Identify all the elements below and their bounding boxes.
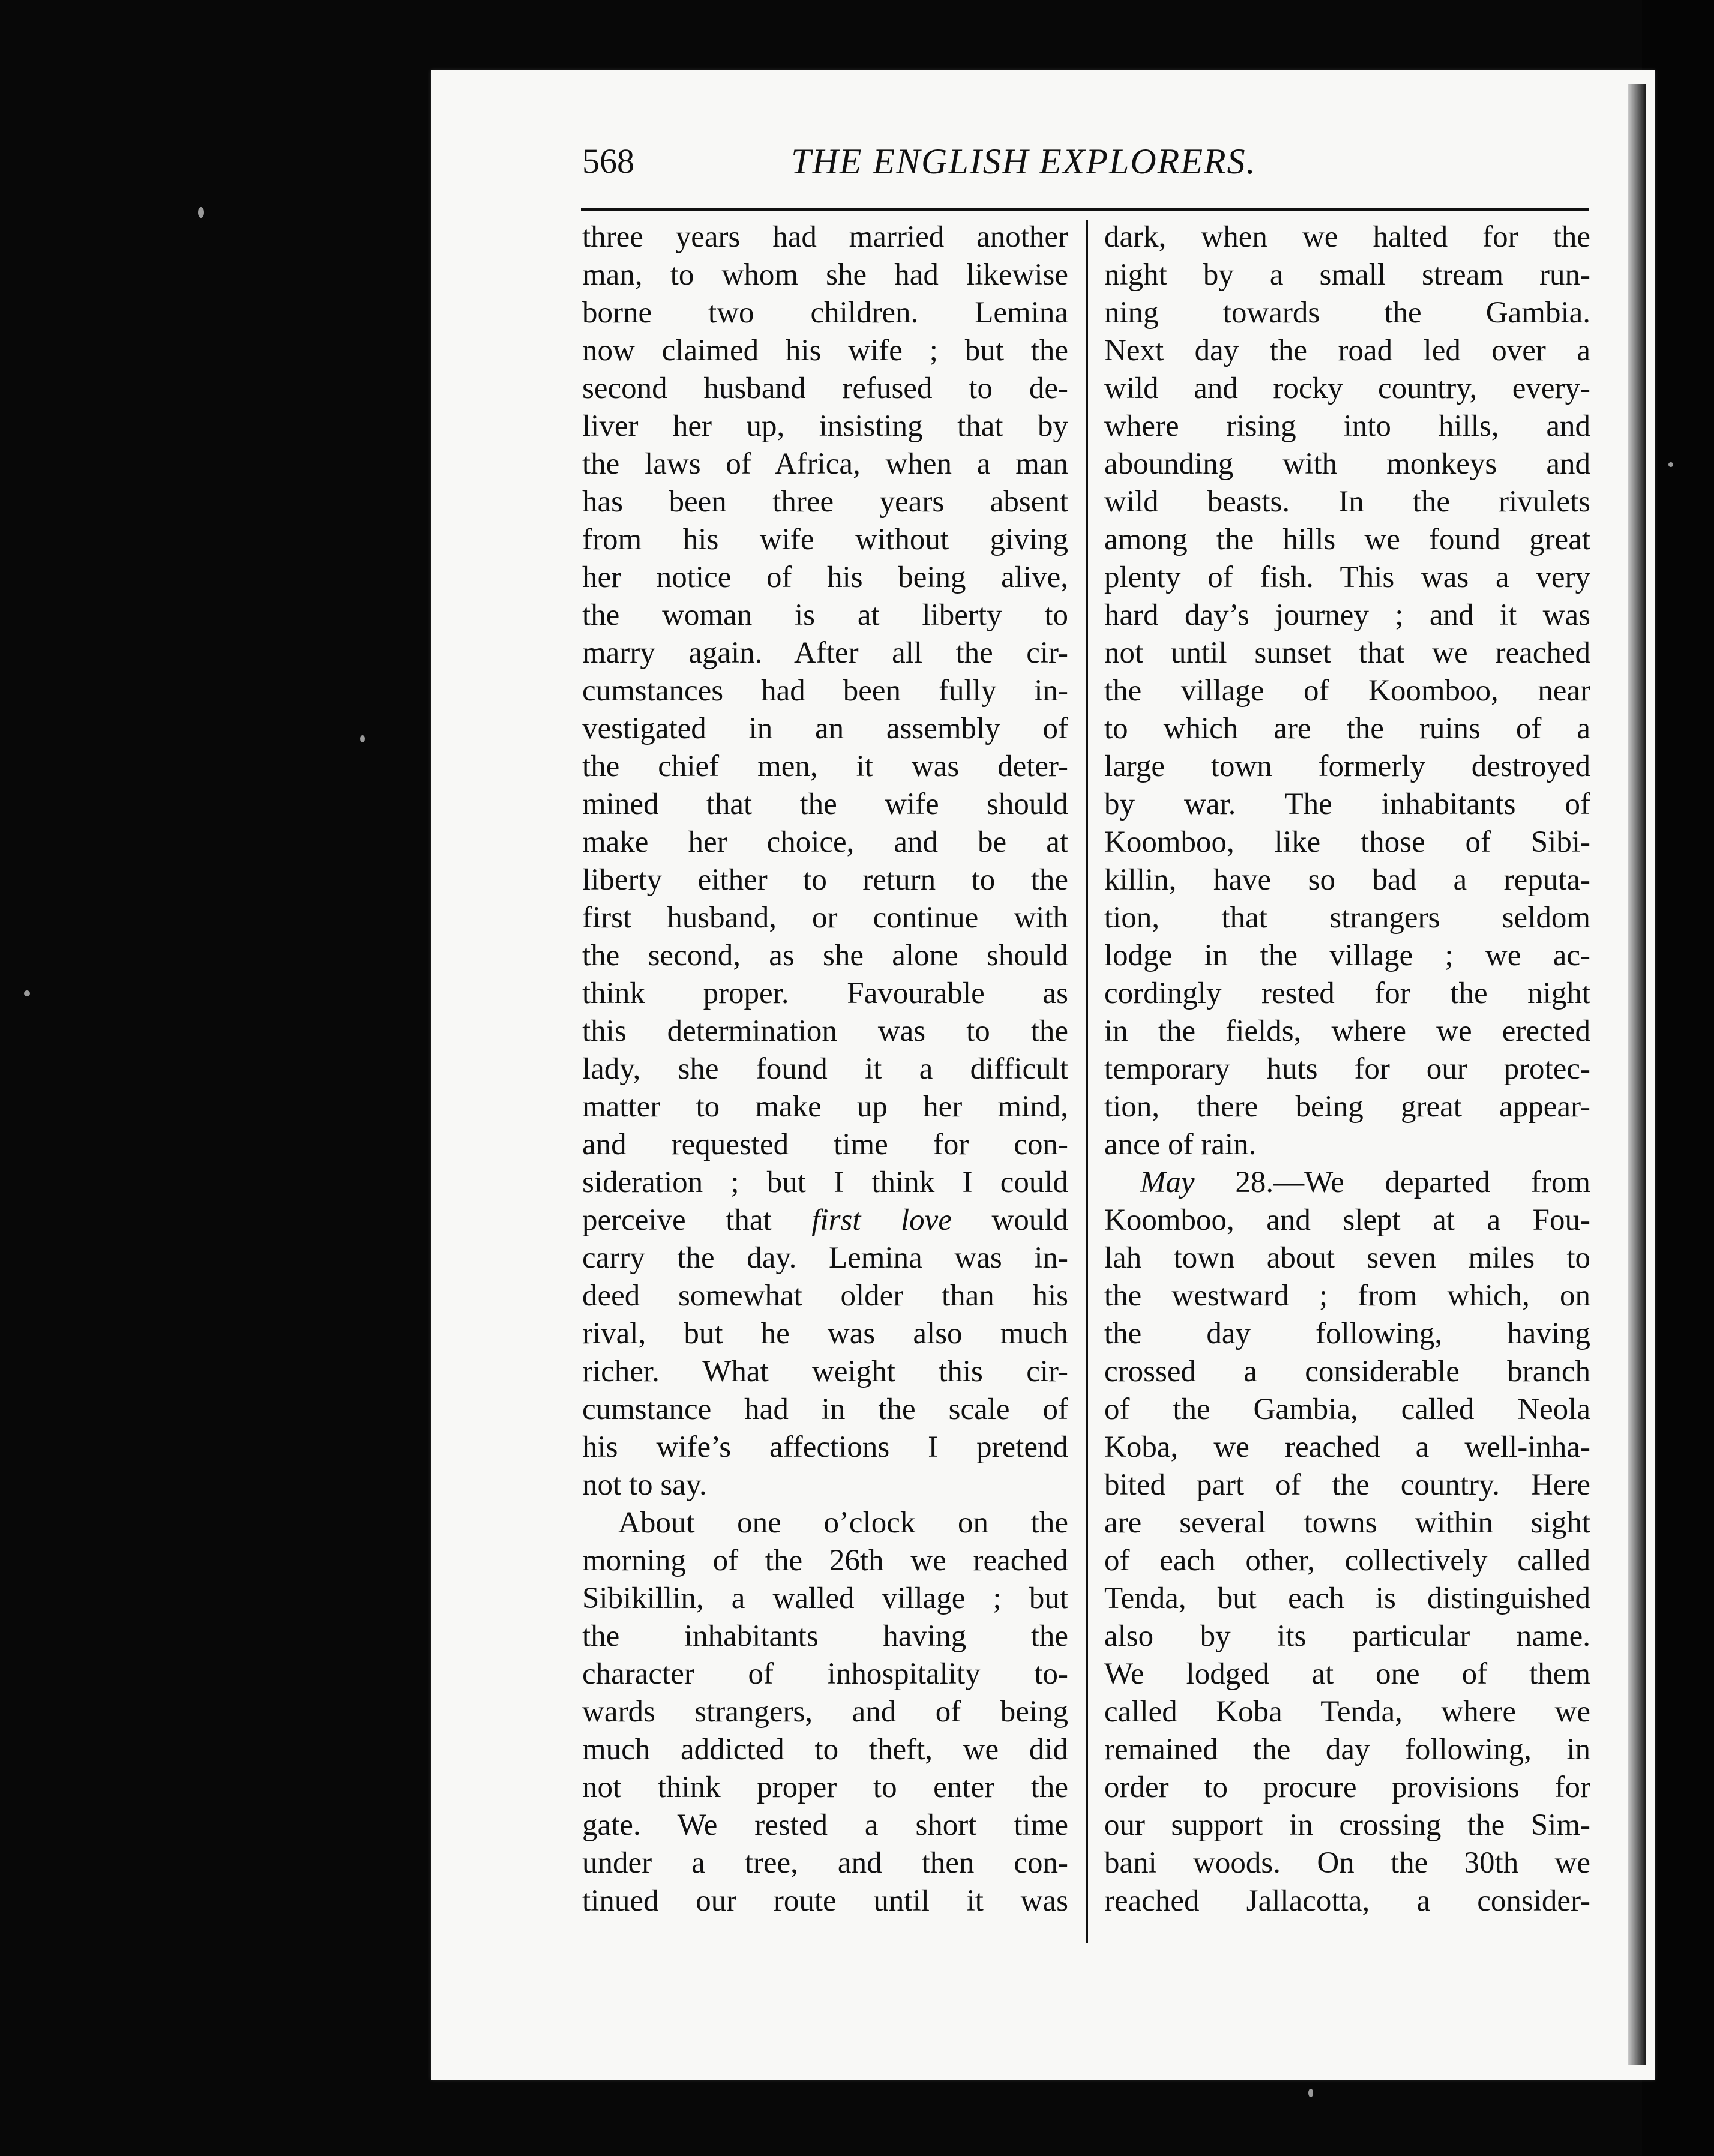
text-run: our support in crossing the Sim- [1104,1808,1590,1842]
text-run: under a tree, and then con- [582,1846,1068,1880]
text-run: much addicted to theft, we did [582,1733,1068,1766]
text-line [582,370,1068,408]
text-line [582,1126,1068,1164]
text-line [1104,1050,1590,1088]
text-run: from his wife without giving [582,523,1068,556]
text-line [1104,861,1590,899]
text-run: Tenda, but each is distinguished [1104,1582,1590,1615]
text-line [582,786,1068,824]
text-line [1104,1391,1590,1429]
text-line [582,1807,1068,1844]
text-run: ance of rain. [1104,1128,1257,1161]
text-run: the woman is at liberty to [582,598,1068,632]
text-line [582,672,1068,710]
text-line [582,748,1068,786]
text-line [1104,1164,1590,1202]
text-run: the village of Koomboo, near [1104,674,1590,708]
text-line [582,899,1068,937]
text-run: among the hills we found great [1104,523,1590,556]
text-run: temporary huts for our protec- [1104,1052,1590,1086]
text-run: remained the day following, in [1104,1733,1590,1766]
text-run: think proper. Favourable as [582,977,1068,1010]
text-run: rival, but he was also much [582,1317,1068,1351]
text-run: make her choice, and be at [582,825,1068,859]
text-run: character of inhospitality to- [582,1657,1068,1691]
text-line [1104,1088,1590,1126]
text-run: are several towns within sight [1104,1506,1590,1540]
text-line [1104,1315,1590,1353]
right-column [1104,218,1590,1920]
text-line [1104,408,1590,445]
text-line [1104,710,1590,748]
text-line [1104,1277,1590,1315]
text-run: his wife’s affections I pretend [582,1430,1068,1464]
text-run: marry again. After all the cir- [582,636,1068,670]
text-line [582,634,1068,672]
text-line [1104,1882,1590,1920]
text-run: abounding with monkeys and [1104,447,1590,481]
text-run: this determination was to the [582,1014,1068,1048]
text-run: liberty either to return to the [582,863,1068,897]
text-run: We lodged at one of them [1104,1657,1590,1691]
text-run: gate. We rested a short time [582,1808,1068,1842]
text-line [1104,559,1590,597]
text-line [1104,218,1590,256]
text-run: richer. What weight this cir- [582,1355,1068,1388]
text-run: deed somewhat older than his [582,1279,1068,1313]
text-line [582,1542,1068,1580]
text-line [582,1277,1068,1315]
text-run: tinued our route until it was [582,1884,1068,1918]
text-run: Koomboo, like those of Sibi- [1104,825,1590,859]
text-run: the inhabitants having the [582,1619,1068,1653]
text-line [1104,1769,1590,1807]
running-head: THE ENGLISH EXPLORERS. [791,142,1257,181]
book-page [431,70,1655,2080]
text-run: man, to whom she had likewise [582,258,1068,292]
text-line [1104,1542,1590,1580]
text-line [1104,1429,1590,1466]
text-line [582,824,1068,861]
text-run: carry the day. Lemina was in- [582,1241,1068,1275]
text-line [1104,1731,1590,1769]
text-line [1104,256,1590,294]
text-line [1104,1239,1590,1277]
text-run: liver her up, insisting that by [582,409,1068,443]
text-line [1104,1202,1590,1239]
text-run: 28.—We departed from [1194,1166,1590,1199]
binding-shadow [1628,84,1646,2065]
text-run: of each other, collectively called [1104,1544,1590,1577]
text-run: not until sunset that we reached [1104,636,1590,670]
text-run: also by its particular name. [1104,1619,1590,1653]
text-run: in the fields, where we erected [1104,1014,1590,1048]
text-line [582,1769,1068,1807]
text-run: hard day’s journey ; and it was [1104,598,1590,632]
text-line [1104,824,1590,861]
text-run: perceive that [582,1203,812,1237]
text-line [582,861,1068,899]
text-run: first husband, or continue with [582,901,1068,935]
text-line [582,445,1068,483]
text-line [582,1239,1068,1277]
text-line [1104,332,1590,370]
dust-speck [198,207,204,218]
text-line [582,294,1068,332]
text-line [582,1580,1068,1618]
text-run: not think proper to enter the [582,1771,1068,1804]
text-run: ning towards the Gambia. [1104,296,1590,330]
text-run: Next day the road led over a [1104,334,1590,367]
text-run: wild beasts. In the rivulets [1104,485,1590,519]
text-line [1104,1807,1590,1844]
text-line [1104,899,1590,937]
text-line [582,1391,1068,1429]
dust-speck [24,990,30,996]
dust-speck [1668,462,1673,467]
dust-speck [360,735,365,742]
text-line [582,975,1068,1013]
text-run: lah town about seven miles to [1104,1241,1590,1275]
text-line [1104,786,1590,824]
text-run: wild and rocky country, every- [1104,372,1590,405]
text-run: where rising into hills, and [1104,409,1590,443]
text-line [582,1844,1068,1882]
text-line [582,1202,1068,1239]
text-line [1104,483,1590,521]
text-run: mined that the wife should [582,787,1068,821]
text-line [1104,937,1590,975]
text-line [1104,1504,1590,1542]
text-run: by war. The inhabitants of [1104,787,1590,821]
text-line [582,521,1068,559]
text-run: not to say. [582,1468,707,1502]
text-line [1104,1353,1590,1391]
text-run: the chief men, it was deter- [582,750,1068,783]
dust-speck [1308,2089,1313,2097]
text-line [582,1088,1068,1126]
text-line [582,1429,1068,1466]
text-line [1104,1013,1590,1050]
text-line [582,1013,1068,1050]
text-run: Koba, we reached a well-inha- [1104,1430,1590,1464]
text-run: lodge in the village ; we ac- [1104,939,1590,972]
text-run: cumstance had in the scale of [582,1393,1068,1426]
text-line [582,483,1068,521]
text-line [582,1693,1068,1731]
text-line [582,1315,1068,1353]
text-line [582,1050,1068,1088]
text-line [582,710,1068,748]
text-line [1104,597,1590,634]
text-run: matter to make up her mind, [582,1090,1068,1124]
text-run: About one o’clock on the [618,1506,1068,1540]
text-run: her notice of his being alive, [582,561,1068,594]
text-run: the day following, having [1104,1317,1590,1351]
text-run: the westward ; from which, on [1104,1279,1590,1313]
text-run: crossed a considerable branch [1104,1355,1590,1388]
text-line [582,1618,1068,1655]
text-run: now claimed his wife ; but the [582,334,1068,367]
text-line [582,1655,1068,1693]
text-run: tion, that strangers seldom [1104,901,1590,935]
text-line [582,408,1068,445]
text-line [1104,1655,1590,1693]
page-number: 568 [582,142,634,181]
text-line [582,1466,1068,1504]
text-line [582,256,1068,294]
text-run: cordingly rested for the night [1104,977,1590,1010]
text-run: the second, as she alone should [582,939,1068,972]
text-line [582,597,1068,634]
text-run: tion, there being great appear- [1104,1090,1590,1124]
text-run: to which are the ruins of a [1104,712,1590,745]
left-column [582,218,1068,1920]
text-run: vestigated in an assembly of [582,712,1068,745]
text-run: lady, she found it a difficult [582,1052,1068,1086]
text-run: wards strangers, and of being [582,1695,1068,1729]
text-run: morning of the 26th we reached [582,1544,1068,1577]
text-line [1104,1466,1590,1504]
text-run: night by a small stream run- [1104,258,1590,292]
text-line [1104,634,1590,672]
text-run: second husband refused to de- [582,372,1068,405]
text-run: plenty of fish. This was a very [1104,561,1590,594]
text-line [1104,370,1590,408]
text-line [1104,1580,1590,1618]
text-line [582,559,1068,597]
text-run: three years had married another [582,220,1068,254]
text-run: bani woods. On the 30th we [1104,1846,1590,1880]
text-line [582,332,1068,370]
text-run: the laws of Africa, when a man [582,447,1068,481]
text-run: sideration ; but I think I could [582,1166,1068,1199]
text-run: killin, have so bad a reputa- [1104,863,1590,897]
text-line [1104,672,1590,710]
text-run: of the Gambia, called Neola [1104,1393,1590,1426]
text-line [582,1731,1068,1769]
text-line [1104,975,1590,1013]
text-line [582,1164,1068,1202]
column-divider [1086,220,1088,1943]
text-line [582,1882,1068,1920]
italic-text: first love [811,1203,952,1237]
text-run: bited part of the country. Here [1104,1468,1590,1502]
text-run: cumstances had been fully in- [582,674,1068,708]
text-line [1104,1844,1590,1882]
text-line [1104,445,1590,483]
text-line [1104,1693,1590,1731]
text-line [1104,1126,1590,1164]
text-line [582,218,1068,256]
text-line [582,1353,1068,1391]
text-run: Koomboo, and slept at a Fou- [1104,1203,1590,1237]
text-run: has been three years absent [582,485,1068,519]
text-run: large town formerly destroyed [1104,750,1590,783]
text-line [1104,748,1590,786]
text-line [582,937,1068,975]
text-line [1104,294,1590,332]
text-run: called Koba Tenda, where we [1104,1695,1590,1729]
text-line [1104,1618,1590,1655]
text-run: Sibikillin, a walled village ; but [582,1582,1068,1615]
text-run: reached Jallacotta, a consider- [1104,1884,1590,1918]
italic-text: May [1140,1166,1195,1199]
header-rule [581,208,1589,211]
text-run: borne two children. Lemina [582,296,1068,330]
text-run: and requested time for con- [582,1128,1068,1161]
text-run: order to procure provisions for [1104,1771,1590,1804]
text-line [1104,521,1590,559]
text-line [582,1504,1068,1542]
text-run: dark, when we halted for the [1104,220,1590,254]
text-run: would [951,1203,1068,1237]
